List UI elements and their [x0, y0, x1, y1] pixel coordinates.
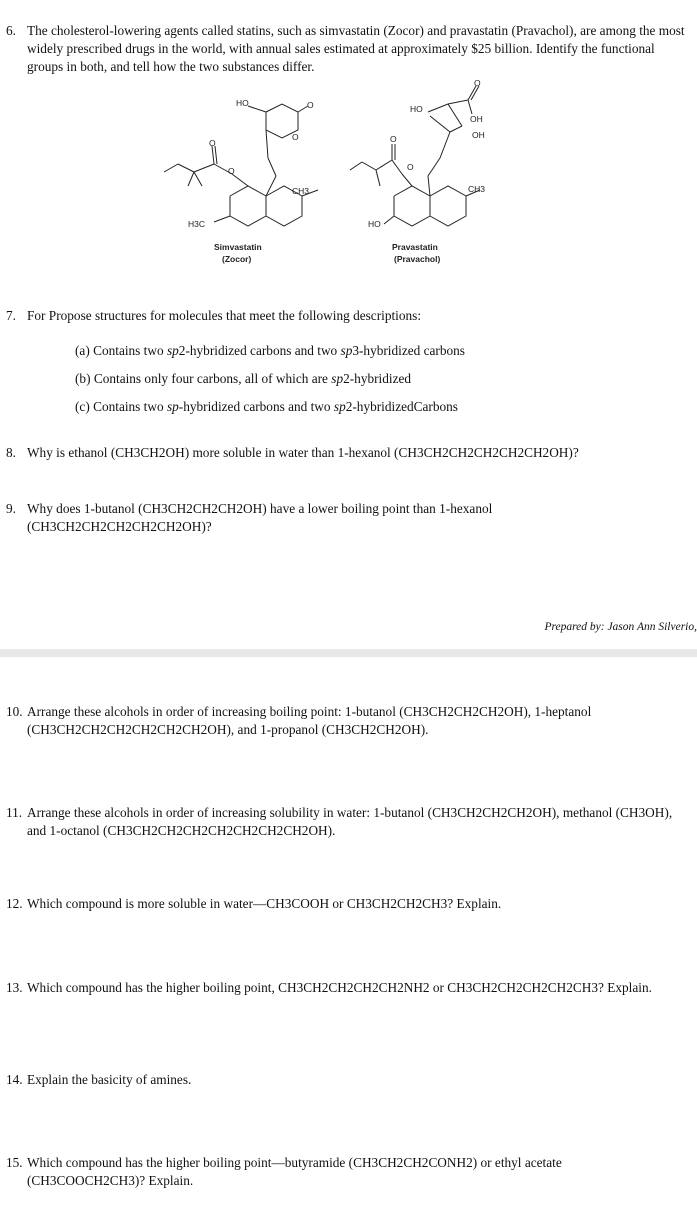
pravastatin-labels	[368, 78, 485, 264]
ketone-o-label: O	[307, 100, 314, 110]
question-number: 9.	[6, 501, 16, 516]
question-7-item-c: (c) Contains two sp-hybridized carbons and two sp2-hybridizedCarbons	[75, 399, 458, 414]
simvastatin-name: Simvastatin	[214, 242, 262, 252]
question-text: Explain the basicity of amines.	[27, 1072, 192, 1087]
question-7	[0, 307, 690, 325]
carbonyl-o-label: O	[209, 138, 216, 148]
question-number: 6.	[6, 23, 16, 38]
simvastatin-structure	[164, 104, 318, 226]
question-7-item-b: (b) Contains only four carbons, all of which are sp2-hybridized	[75, 371, 412, 386]
question-number: 15.	[6, 1155, 23, 1170]
prepared-by-footer: Prepared by: Jason Ann Silverio,	[544, 621, 697, 633]
question-text: Which compound has the higher boiling point, CH3CH2CH2CH2CH2NH2 or CH3CH2CH2CH2CH2CH3? Explain.	[27, 980, 652, 995]
question-number: 7.	[6, 308, 16, 323]
acid-o-label: O	[474, 78, 481, 88]
pravastatin-brand: (Pravachol)	[394, 254, 441, 264]
question-12	[0, 895, 690, 913]
question-number: 11.	[6, 805, 23, 820]
question-10	[0, 703, 660, 739]
question-text: Why does 1-butanol (CH3CH2CH2CH2OH) have a lower boiling point than 1-hexanol (CH3CH2CH2CH2CH2CH2OH)?	[27, 501, 493, 534]
ch3-label: CH3	[468, 184, 486, 194]
question-13	[0, 979, 690, 997]
question-number: 13.	[6, 980, 23, 995]
ring-o-label: O	[292, 132, 299, 142]
question-number: 8.	[6, 445, 16, 460]
question-text: Why is ethanol (CH3CH2OH) more soluble in water than 1-hexanol (CH3CH2CH2CH2CH2CH2OH)?	[27, 445, 579, 460]
question-8	[0, 444, 690, 462]
ho-bottom-label: HO	[368, 219, 381, 229]
question-7-item-a: (a) Contains two sp2-hybridized carbons and two sp3-hybridized carbons	[75, 343, 465, 358]
ester-o-label: O	[228, 166, 235, 176]
simvastatin-labels	[188, 98, 314, 264]
h3c-label: H3C	[188, 219, 206, 229]
ch3-label: CH3	[292, 186, 310, 196]
question-text: Which compound has the higher boiling point—butyramide (CH3CH2CH2CONH2) or ethyl acetate (CH3COOCH2CH3)? Explain.	[27, 1155, 562, 1188]
question-11	[0, 804, 680, 840]
question-text: Arrange these alcohols in order of increasing solubility in water: 1-butanol (CH3CH2CH2CH2OH), methanol (CH3OH), and 1-octanol (CH3CH2CH2CH2CH2CH2CH2CH2OH).	[27, 805, 673, 838]
question-15	[0, 1154, 640, 1190]
ho-label: HO	[236, 98, 249, 108]
question-text: The cholesterol-lowering agents called statins, such as simvastatin (Zocor) and pravastatin (Pravachol), are among the most widely prescribed drugs in the world, with annual sales estimated at approximately $25 billion. Identify the functional groups in both, and tell how the two substances differ.	[27, 23, 685, 74]
question-number: 12.	[6, 896, 23, 911]
question-text: For Propose structures for molecules that meet the following descriptions:	[27, 308, 422, 323]
ester-o-label: O	[407, 162, 414, 172]
pravastatin-name: Pravastatin	[392, 242, 438, 252]
carbonyl-o-label: O	[390, 134, 397, 144]
acid-oh-label: OH	[470, 114, 483, 124]
question-6	[0, 22, 690, 76]
statin-structures-figure	[150, 76, 520, 281]
question-number: 14.	[6, 1072, 23, 1087]
ho-top-label: HO	[410, 104, 423, 114]
question-text: Which compound is more soluble in water—CH3COOH or CH3CH2CH2CH3? Explain.	[27, 896, 502, 911]
question-14	[0, 1071, 690, 1089]
statin-structures-svg	[150, 76, 520, 276]
question-text: Arrange these alcohols in order of increasing boiling point: 1-butanol (CH3CH2CH2CH2OH), 1-heptanol (CH3CH2CH2CH2CH2CH2CH2OH), and 1-propanol (CH3CH2CH2OH).	[27, 704, 592, 737]
page-divider	[0, 649, 697, 657]
chain-oh-label: OH	[472, 130, 485, 140]
question-9	[0, 500, 560, 536]
simvastatin-brand: (Zocor)	[222, 254, 252, 264]
question-number: 10.	[6, 704, 23, 719]
